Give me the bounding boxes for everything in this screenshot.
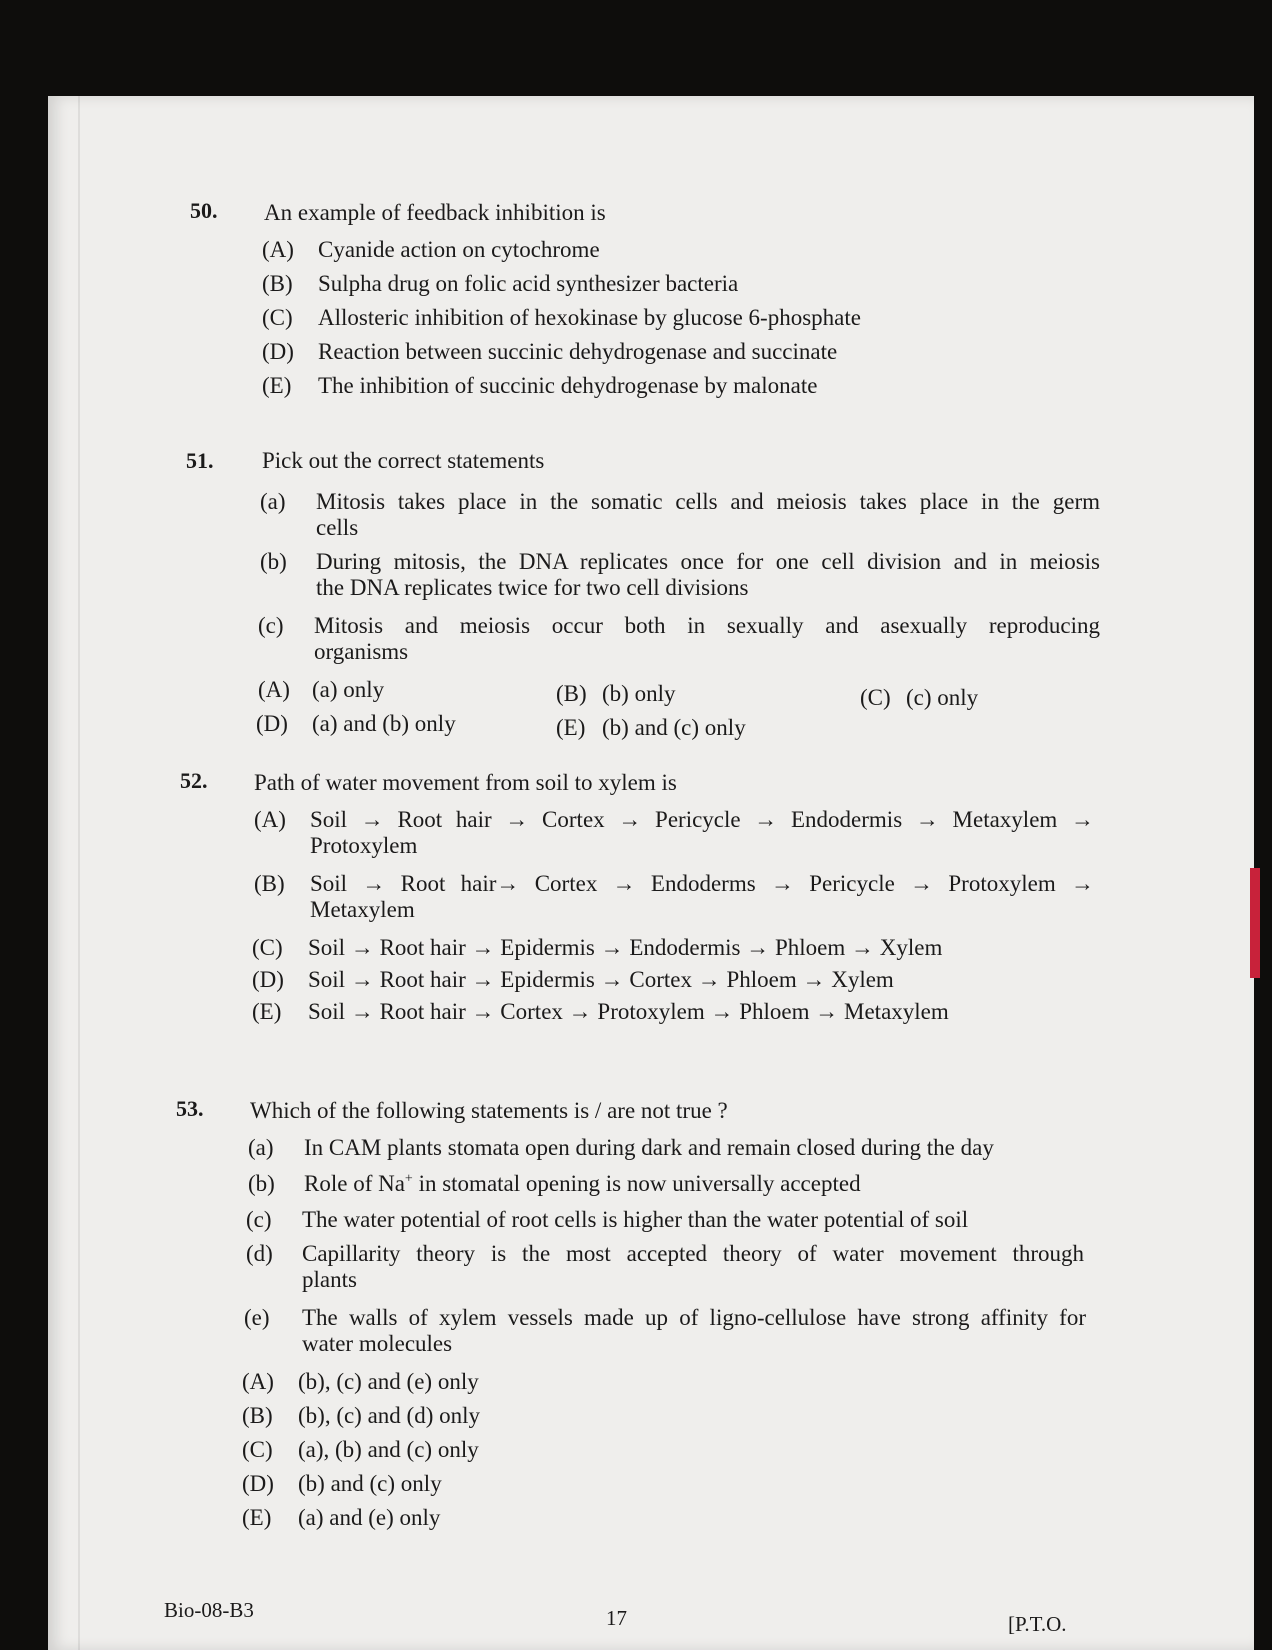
footer-code: Bio-08-B3: [164, 1598, 254, 1622]
q51-statement-a: (a) Mitosis takes place in the somatic cells and meiosis takes place in the germ cells: [260, 489, 1100, 540]
q50-question: An example of feedback inhibition is: [264, 200, 606, 225]
q52-option-a: (A) Soil → Root hair → Cortex → Pericycle → Endodermis → Metaxylem → Protoxylem: [254, 807, 1094, 858]
q53-question: Which of the following statements is / are not true ?: [250, 1098, 728, 1123]
q52-question: Path of water movement from soil to xylem is: [254, 770, 677, 795]
footer-page-number: 17: [606, 1606, 627, 1630]
q51-statement-b: (b) During mitosis, the DNA replicates once for one cell division and in meiosis the DNA replicates twice for two cell divisions: [260, 549, 1100, 600]
q51-statement-c: (c) Mitosis and meiosis occur both in sexually and asexually reproducing organisms: [258, 613, 1100, 664]
q52-option-b: (B) Soil → Root hair→ Cortex → Endoderms → Pericycle → Protoxylem → Metaxylem: [254, 871, 1094, 922]
q52-number: 52.: [180, 768, 208, 793]
q53-statement-e: (e) The walls of xylem vessels made up of ligno-cellulose have strong affinity for water molecules: [244, 1305, 1086, 1356]
q51-number: 51.: [186, 448, 214, 473]
red-tab-marker: [1250, 868, 1260, 978]
q53-statement-d: (d) Capillarity theory is the most accepted theory of water movement through plants: [246, 1241, 1084, 1292]
q51-question: Pick out the correct statements: [262, 448, 545, 473]
footer-pto: [P.T.O.: [1008, 1612, 1067, 1636]
q50-number: 50.: [190, 198, 218, 223]
q53-number: 53.: [176, 1096, 204, 1121]
